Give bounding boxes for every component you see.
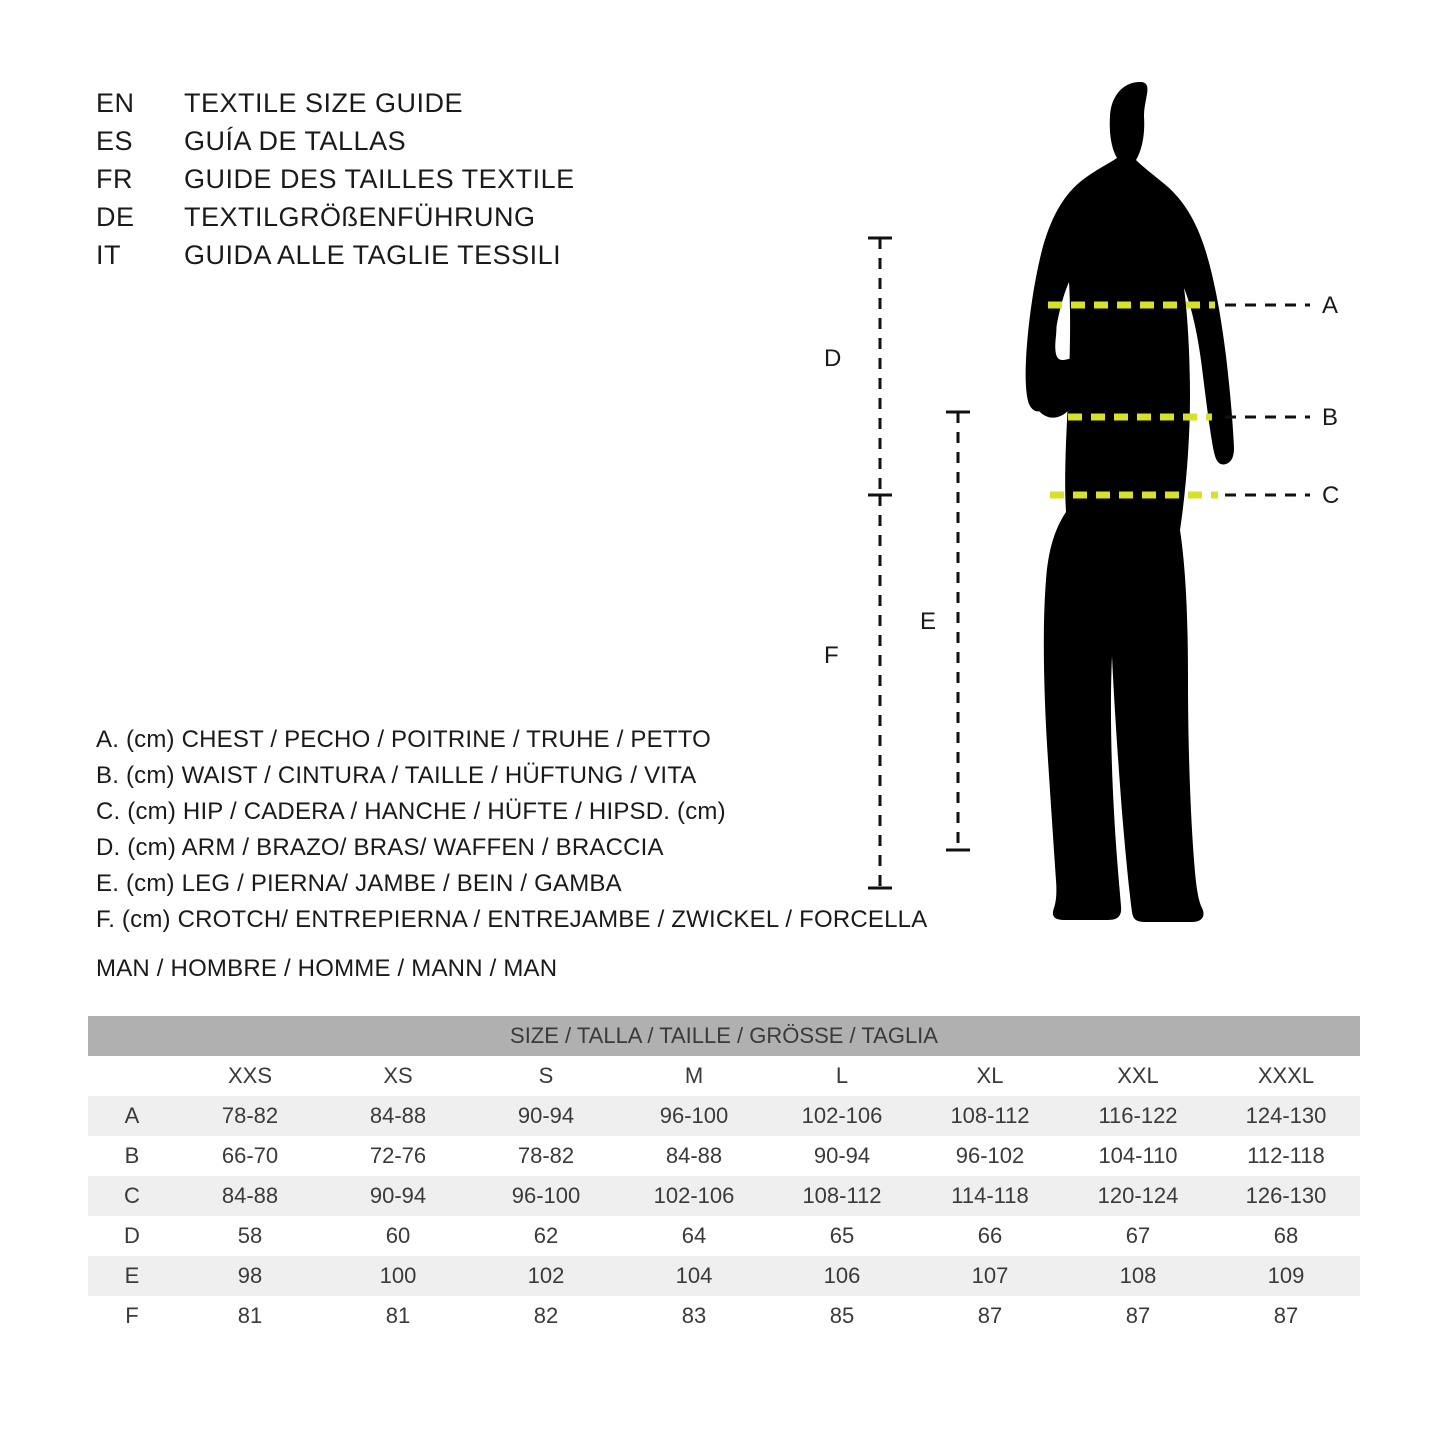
- cell-b-xxl: 104-110: [1064, 1136, 1212, 1176]
- cell-d-l: 65: [768, 1216, 916, 1256]
- cell-a-xxs: 78-82: [176, 1096, 324, 1136]
- title-text-fr: GUIDE DES TAILLES TEXTILE: [184, 164, 575, 194]
- cell-a-xl: 108-112: [916, 1096, 1064, 1136]
- title-lang-fr: FR: [96, 164, 133, 194]
- row-label-f: F: [88, 1296, 176, 1336]
- cell-d-xxxl: 68: [1212, 1216, 1360, 1256]
- title-text-it: GUIDA ALLE TAGLIE TESSILI: [184, 240, 562, 270]
- cell-f-xxxl: 87: [1212, 1296, 1360, 1336]
- table-header-band-label: SIZE / TALLA / TAILLE / GRÖSSE / TAGLIA: [88, 1016, 1360, 1056]
- cell-d-xxs: 58: [176, 1216, 324, 1256]
- size-table: [88, 1016, 1360, 1336]
- cell-c-xxxl: 126-130: [1212, 1176, 1360, 1216]
- cell-d-xxl: 67: [1064, 1216, 1212, 1256]
- cell-f-xxs: 81: [176, 1296, 324, 1336]
- size-col-xxl: XXL: [1064, 1056, 1212, 1096]
- size-col-m: M: [620, 1056, 768, 1096]
- legend-item-c: C. (cm) HIP / CADERA / HANCHE / HÜFTE / HIPSD. (cm): [96, 798, 726, 825]
- cell-f-m: 83: [620, 1296, 768, 1336]
- dim-label-b: B: [1322, 404, 1339, 431]
- arm-measure-bracket: [868, 238, 892, 495]
- cell-e-xxs: 98: [176, 1256, 324, 1296]
- cell-b-xs: 72-76: [324, 1136, 472, 1176]
- cell-b-s: 78-82: [472, 1136, 620, 1176]
- crotch-measure-bracket: [868, 495, 892, 888]
- male-silhouette: [1026, 82, 1234, 922]
- legend-item-e: E. (cm) LEG / PIERNA/ JAMBE / BEIN / GAMBA: [96, 870, 622, 897]
- cell-b-m: 84-88: [620, 1136, 768, 1176]
- cell-e-xxxl: 109: [1212, 1256, 1360, 1296]
- cell-f-l: 85: [768, 1296, 916, 1336]
- cell-a-xxxl: 124-130: [1212, 1096, 1360, 1136]
- table-header-band: [88, 1016, 1360, 1056]
- cell-e-xl: 107: [916, 1256, 1064, 1296]
- cell-f-xs: 81: [324, 1296, 472, 1336]
- title-row-fr: [96, 164, 575, 202]
- cell-c-xs: 90-94: [324, 1176, 472, 1216]
- size-col-xxxl: XXXL: [1212, 1056, 1360, 1096]
- legend-item-a: A. (cm) CHEST / PECHO / POITRINE / TRUHE / PETTO: [96, 726, 712, 753]
- row-label-a: A: [88, 1096, 176, 1136]
- cell-a-m: 96-100: [620, 1096, 768, 1136]
- measurement-legend: [96, 722, 927, 938]
- table-row: [88, 1296, 1360, 1336]
- cell-c-s: 96-100: [472, 1176, 620, 1216]
- sizes-row-corner: [88, 1056, 176, 1096]
- legend-item-f: F. (cm) CROTCH/ ENTREPIERNA / ENTREJAMBE / ZWICKEL / FORCELLA: [96, 906, 928, 933]
- cell-e-s: 102: [472, 1256, 620, 1296]
- cell-b-l: 90-94: [768, 1136, 916, 1176]
- cell-a-s: 90-94: [472, 1096, 620, 1136]
- table-row: [88, 1256, 1360, 1296]
- cell-f-s: 82: [472, 1296, 620, 1336]
- row-label-d: D: [88, 1216, 176, 1256]
- legend-item-b: B. (cm) WAIST / CINTURA / TAILLE / HÜFTUNG / VITA: [96, 762, 697, 789]
- cell-e-xs: 100: [324, 1256, 472, 1296]
- cell-d-m: 64: [620, 1216, 768, 1256]
- table-sizes-row: [88, 1056, 1360, 1096]
- title-text-en: TEXTILE SIZE GUIDE: [184, 88, 464, 118]
- size-table-wrapper: [88, 1016, 1360, 1336]
- size-col-xxs: XXS: [176, 1056, 324, 1096]
- title-lang-de: DE: [96, 202, 135, 232]
- size-col-xl: XL: [916, 1056, 1064, 1096]
- cell-c-l: 108-112: [768, 1176, 916, 1216]
- cell-f-xl: 87: [916, 1296, 1064, 1336]
- cell-e-xxl: 108: [1064, 1256, 1212, 1296]
- gender-label: MAN / HOMBRE / HOMME / MANN / MAN: [96, 955, 558, 982]
- cell-b-xxxl: 112-118: [1212, 1136, 1360, 1176]
- cell-c-m: 102-106: [620, 1176, 768, 1216]
- legend-item-d: D. (cm) ARM / BRAZO/ BRAS/ WAFFEN / BRACCIA: [96, 834, 664, 861]
- title-text-es: GUÍA DE TALLAS: [184, 126, 407, 156]
- cell-b-xxs: 66-70: [176, 1136, 324, 1176]
- cell-d-xl: 66: [916, 1216, 1064, 1256]
- cell-f-xxl: 87: [1064, 1296, 1212, 1336]
- title-row-it: [96, 240, 575, 278]
- row-label-c: C: [88, 1176, 176, 1216]
- row-label-b: B: [88, 1136, 176, 1176]
- row-label-e: E: [88, 1256, 176, 1296]
- title-row-es: [96, 126, 575, 164]
- title-lang-es: ES: [96, 126, 134, 156]
- title-row-en: [96, 88, 575, 126]
- cell-d-xs: 60: [324, 1216, 472, 1256]
- leg-measure-bracket: [946, 412, 970, 850]
- dim-label-f: F: [824, 642, 839, 669]
- cell-a-xs: 84-88: [324, 1096, 472, 1136]
- cell-c-xl: 114-118: [916, 1176, 1064, 1216]
- dim-label-a: A: [1322, 292, 1339, 319]
- title-lang-en: EN: [96, 88, 135, 118]
- title-row-de: [96, 202, 575, 240]
- title-text-de: TEXTILGRÖßENFÜHRUNG: [184, 202, 536, 232]
- table-row: [88, 1216, 1360, 1256]
- cell-b-xl: 96-102: [916, 1136, 1064, 1176]
- cell-c-xxl: 120-124: [1064, 1176, 1212, 1216]
- cell-e-m: 104: [620, 1256, 768, 1296]
- body-diagram: [824, 60, 1380, 960]
- table-row: [88, 1136, 1360, 1176]
- dim-label-c: C: [1322, 482, 1340, 509]
- title-lang-it: IT: [96, 240, 121, 270]
- title-block: [96, 88, 575, 278]
- cell-a-xxl: 116-122: [1064, 1096, 1212, 1136]
- cell-a-l: 102-106: [768, 1096, 916, 1136]
- dim-label-e: E: [920, 608, 937, 635]
- cell-d-s: 62: [472, 1216, 620, 1256]
- table-row: [88, 1176, 1360, 1216]
- size-col-s: S: [472, 1056, 620, 1096]
- size-col-xs: XS: [324, 1056, 472, 1096]
- cell-e-l: 106: [768, 1256, 916, 1296]
- cell-c-xxs: 84-88: [176, 1176, 324, 1216]
- dim-label-d: D: [824, 345, 842, 372]
- table-row: [88, 1096, 1360, 1136]
- size-col-l: L: [768, 1056, 916, 1096]
